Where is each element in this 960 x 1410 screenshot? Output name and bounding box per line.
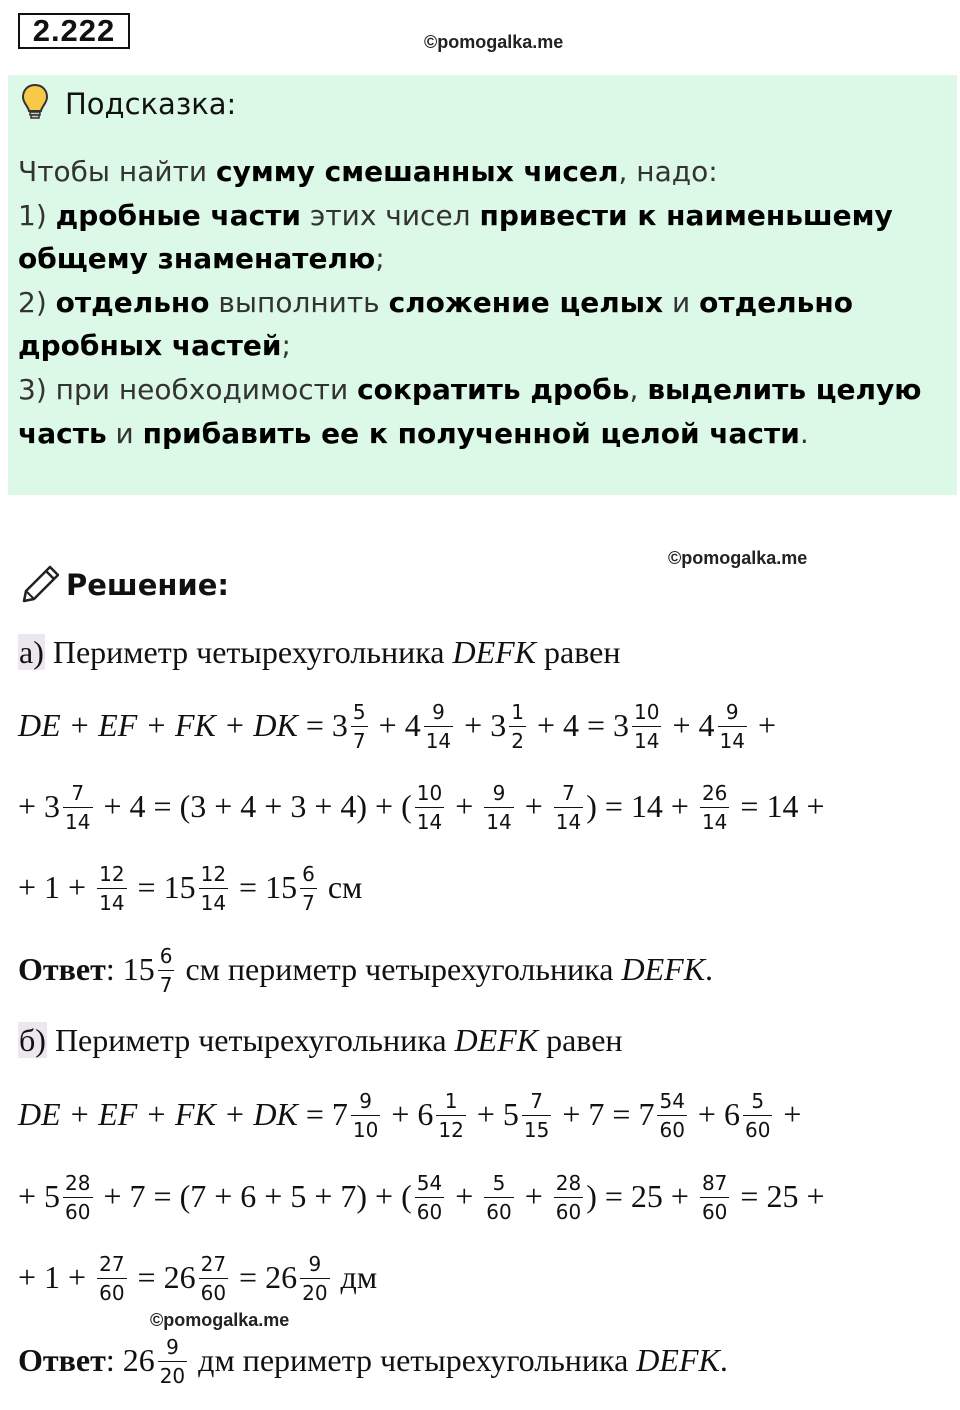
part-a-line-1: DE + EF + FK + DK = 3 $\frac{5}{7}$ + 4 $\frac{9}{14}$ + 3 $\frac{1}{2}$ + 4 = 3 $\frac{10}{14}$ + 4 $\frac{9}{14}$ + bbox=[18, 700, 777, 753]
fraction: $\frac{9}{10}$ bbox=[352, 1089, 379, 1142]
fraction: $\frac{6}{7}$ bbox=[302, 862, 315, 915]
part-b-answer: Ответ: 26 $\frac{9}{20}$ дм периметр четырехугольника DEFK. bbox=[18, 1335, 728, 1388]
part-a-line-3: + 1 + $\frac{12}{14}$ = 15 $\frac{12}{14}$ = 15 $\frac{6}{7}$ см bbox=[18, 862, 363, 915]
fraction: $\frac{7}{15}$ bbox=[523, 1089, 550, 1142]
fraction: $\frac{12}{14}$ bbox=[99, 862, 125, 915]
fraction: $\frac{27}{60}$ bbox=[99, 1252, 125, 1305]
part-b-heading: б) Периметр четырехугольника DEFK равен bbox=[19, 1022, 623, 1058]
fraction: $\frac{7}{14}$ bbox=[555, 781, 582, 834]
solution-title: Решение: bbox=[66, 568, 230, 602]
fraction: $\frac{54}{60}$ bbox=[416, 1171, 443, 1224]
fraction: $\frac{10}{14}$ bbox=[416, 781, 443, 834]
part-b-line-1: DE + EF + FK + DK = 7 $\frac{9}{10}$ + 6 $\frac{1}{12}$ + 5 $\frac{7}{15}$ + 7 = 7 $\frac{54}{60}$ + 6 $\frac{5}{60}$ + bbox=[18, 1089, 802, 1142]
part-b-line-3: + 1 + $\frac{27}{60}$ = 26 $\frac{27}{60}$ = 26 $\frac{9}{20}$ дм bbox=[18, 1252, 378, 1305]
fraction: $\frac{9}{14}$ bbox=[719, 700, 745, 753]
fraction: $\frac{1}{12}$ bbox=[438, 1089, 464, 1142]
hint-title: Подсказка: bbox=[65, 87, 237, 121]
fraction: $\frac{7}{14}$ bbox=[65, 781, 91, 834]
fraction: $\frac{9}{20}$ bbox=[159, 1335, 186, 1388]
part-a-answer: Ответ: 15 $\frac{6}{7}$ см периметр четырехугольника DEFK. bbox=[18, 944, 714, 997]
fraction: $\frac{9}{14}$ bbox=[486, 781, 512, 834]
part-b-label: б) bbox=[19, 1022, 46, 1058]
fraction: $\frac{9}{20}$ bbox=[302, 1252, 328, 1305]
fraction: $\frac{28}{60}$ bbox=[555, 1171, 582, 1224]
hint-step-1: 1) дробные части этих чисел привести к наименьшему общему знаменателю; bbox=[18, 198, 893, 276]
fraction: $\frac{12}{14}$ bbox=[200, 862, 227, 915]
watermark: ©pomogalka.me bbox=[150, 1310, 290, 1330]
watermark: ©pomogalka.me bbox=[668, 548, 808, 568]
fraction: $\frac{9}{14}$ bbox=[425, 700, 452, 753]
fraction: $\frac{5}{7}$ bbox=[352, 700, 366, 753]
task-number: 2.222 bbox=[18, 13, 130, 49]
hint-step-2: 2) отдельно выполнить сложение целых и отдельно дробных частей; bbox=[18, 285, 853, 363]
fraction: $\frac{1}{2}$ bbox=[511, 700, 524, 753]
fraction: $\frac{27}{60}$ bbox=[200, 1252, 227, 1305]
part-b-line-2: + 5 $\frac{28}{60}$ + 7 = (7 + 6 + 5 + 7) + ( $\frac{54}{60}$ + $\frac{5}{60}$ + $\frac{28}{60}$ ) = 25 + $\frac{87}{60}$ = 25 + bbox=[18, 1171, 825, 1224]
hint-intro: Чтобы найти сумму смешанных чисел, надо: bbox=[18, 155, 718, 188]
watermark: ©pomogalka.me bbox=[424, 32, 564, 52]
fraction: $\frac{28}{60}$ bbox=[65, 1171, 91, 1224]
pencil-icon bbox=[20, 563, 62, 605]
part-a-line-2: + 3 $\frac{7}{14}$ + 4 = (3 + 4 + 3 + 4) + ( $\frac{10}{14}$ + $\frac{9}{14}$ + $\frac{7}{14}$ ) = 14 + $\frac{26}{14}$ = 14 + bbox=[18, 781, 825, 834]
fraction: $\frac{87}{60}$ bbox=[701, 1171, 728, 1224]
part-a-heading: а) Периметр четырехугольника DEFK равен bbox=[19, 634, 621, 670]
fraction: $\frac{26}{14}$ bbox=[701, 781, 728, 834]
hint-step-3: 3) при необходимости сократить дробь, выделить целую часть и прибавить ее к полученной целой части. bbox=[18, 372, 922, 450]
fraction: $\frac{5}{60}$ bbox=[744, 1089, 771, 1142]
fraction: $\frac{10}{14}$ bbox=[634, 700, 660, 753]
fraction: $\frac{5}{60}$ bbox=[486, 1171, 512, 1224]
hint-text bbox=[18, 150, 948, 455]
lightbulb-icon bbox=[20, 82, 50, 122]
fraction: $\frac{54}{60}$ bbox=[659, 1089, 685, 1142]
fraction: $\frac{6}{7}$ bbox=[159, 944, 173, 997]
part-a-label: а) bbox=[19, 634, 44, 670]
